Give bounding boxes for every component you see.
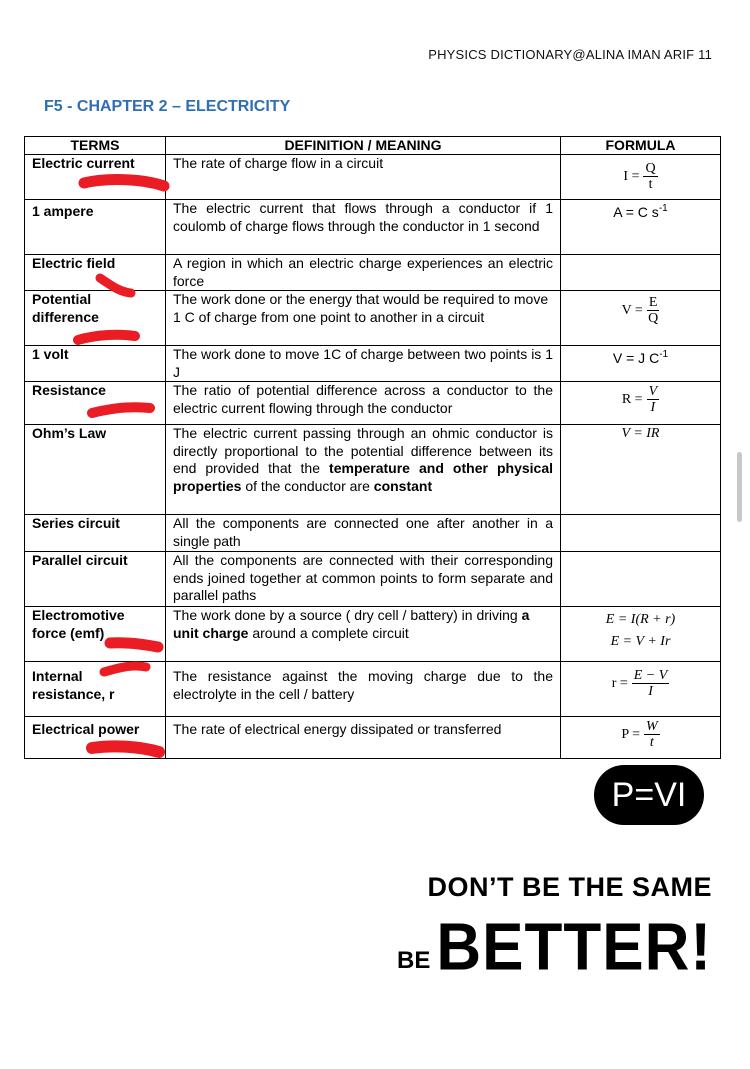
scrollbar-thumb[interactable] (737, 452, 742, 522)
formula-lhs: I = (623, 168, 640, 184)
header-definition: DEFINITION / MEANING (166, 137, 561, 155)
formula-cell (561, 255, 721, 291)
definition-text: The work done by a source ( dry cell / battery) in driving (173, 607, 518, 623)
term-cell: Parallel circuit (25, 552, 166, 607)
header-credit: PHYSICS DICTIONARY@ALINA IMAN ARIF 11 (428, 47, 712, 62)
formula-cell (561, 607, 721, 662)
term-line: force (emf) (32, 624, 105, 641)
term-cell: Electric current (25, 155, 166, 200)
table-row (25, 662, 721, 717)
formula-denominator: Q (648, 311, 659, 326)
formula-lhs: r = (611, 675, 628, 691)
term-line: resistance, r (32, 685, 115, 702)
definition-cell: All the components are connected with their corresponding ends joined together at common points to form separate and parallel paths (166, 552, 561, 607)
definition-bold-text: temperature and other physical properties (173, 460, 553, 494)
formula-denominator: I (648, 684, 653, 699)
definition-cell: The work done to move 1C of charge between two points is 1 J (166, 346, 561, 382)
formula-numerator: E (648, 295, 658, 310)
table-row (25, 552, 721, 607)
table-row (25, 291, 721, 346)
formula-numerator: V (648, 384, 658, 399)
dictionary-table (24, 136, 721, 759)
definition-cell (166, 291, 561, 346)
definition-cell: The resistance against the moving charge due to the electrolyte in the cell / battery (166, 662, 561, 717)
table-row (25, 425, 721, 515)
term-cell: Resistance (25, 382, 166, 425)
definition-cell: The ratio of potential difference across a conductor to the electric current flowing through the conductor (166, 382, 561, 425)
definition-cell: The rate of charge flow in a circuit (166, 155, 561, 200)
slogan-line2 (397, 912, 712, 983)
formula-cell (561, 717, 721, 759)
formula-cell (561, 291, 721, 346)
term-line: Internal (32, 668, 83, 684)
slogan-small: BE (397, 947, 431, 974)
formula-lhs: P = (621, 726, 640, 742)
definition-line: 1 C of charge from one point to another in a circuit (173, 308, 485, 325)
formula-text: V = IR (621, 426, 660, 441)
definition-text: around a complete circuit (252, 624, 409, 641)
formula-lhs: V = (621, 302, 643, 318)
definition-cell: All the components are connected one after another in a single path (166, 515, 561, 552)
term-cell (25, 662, 166, 717)
term-line: Potential (32, 291, 92, 307)
definition-text: The electric current passing through an ohmic conductor is directly proportional to the potential difference between its end provided that the (173, 425, 553, 476)
table-row (25, 515, 721, 552)
formula-cell (561, 552, 721, 607)
formula-cell (561, 155, 721, 200)
term-cell: 1 volt (25, 346, 166, 382)
definition-line: The work done or the energy that would be required to move (173, 291, 549, 307)
definition-bold-text: a unit charge (173, 607, 530, 641)
header-terms: TERMS (25, 137, 166, 155)
formula-denominator: t (648, 177, 653, 192)
formula-fraction (622, 295, 660, 326)
formula-denominator: I (650, 400, 656, 415)
term-cell: Electrical power (25, 717, 166, 759)
term-cell (25, 607, 166, 662)
formula-cell (561, 200, 721, 255)
formula-fraction (622, 384, 659, 415)
formula-lhs: R = (621, 391, 643, 407)
term-cell: 1 ampere (25, 200, 166, 255)
term-cell: Ohm’s Law (25, 425, 166, 515)
table-row (25, 382, 721, 425)
formula-numerator: E − V (633, 668, 668, 683)
table-row (25, 607, 721, 662)
formula-cell (561, 382, 721, 425)
table-row (25, 346, 721, 382)
formula-cell (561, 515, 721, 552)
table-row (25, 255, 721, 291)
chapter-title: F5 - CHAPTER 2 – ELECTRICITY (44, 98, 291, 115)
definition-cell: A region in which an electric charge experiences an electric force (166, 255, 561, 291)
definition-cell (166, 425, 561, 515)
formula-exponent: -1 (659, 349, 669, 360)
definition-cell: The electric current that flows through a conductor if 1 coulomb of charge flows through the conductor in 1 second (166, 200, 561, 255)
formula-cell (561, 346, 721, 382)
formula-denominator: t (649, 735, 654, 750)
definition-cell (166, 607, 561, 662)
slogan-line1: DON’T BE THE SAME (427, 872, 712, 902)
formula-line: E = I(R + r) (605, 612, 676, 627)
term-cell (25, 291, 166, 346)
term-cell: Series circuit (25, 515, 166, 552)
formula-fraction (612, 668, 670, 699)
header-formula: FORMULA (561, 137, 721, 155)
table-row (25, 200, 721, 255)
formula-cell (561, 425, 721, 515)
formula-exponent: -1 (658, 203, 668, 214)
formula-fraction (621, 719, 659, 750)
term-cell: Electric field (25, 255, 166, 291)
term-line: difference (32, 308, 99, 325)
table-row (25, 717, 721, 759)
formula-fraction (623, 161, 657, 192)
slogan-big: BETTER! (436, 910, 712, 985)
formula-text: V = J C (612, 350, 660, 366)
definition-text: of the conductor are (245, 477, 370, 494)
term-line: Electromotive (32, 607, 125, 623)
table-header-row (25, 137, 721, 155)
definition-cell: The rate of electrical energy dissipated or transferred (166, 717, 561, 759)
formula-line: E = V + Ir (610, 634, 671, 649)
formula-cell (561, 662, 721, 717)
formula-text: A = C s (613, 204, 659, 220)
formula-numerator: Q (645, 161, 656, 176)
formula-pill: P=VI (594, 765, 704, 825)
definition-bold-text: constant (373, 477, 433, 494)
formula-numerator: W (646, 719, 658, 734)
table-row (25, 155, 721, 200)
